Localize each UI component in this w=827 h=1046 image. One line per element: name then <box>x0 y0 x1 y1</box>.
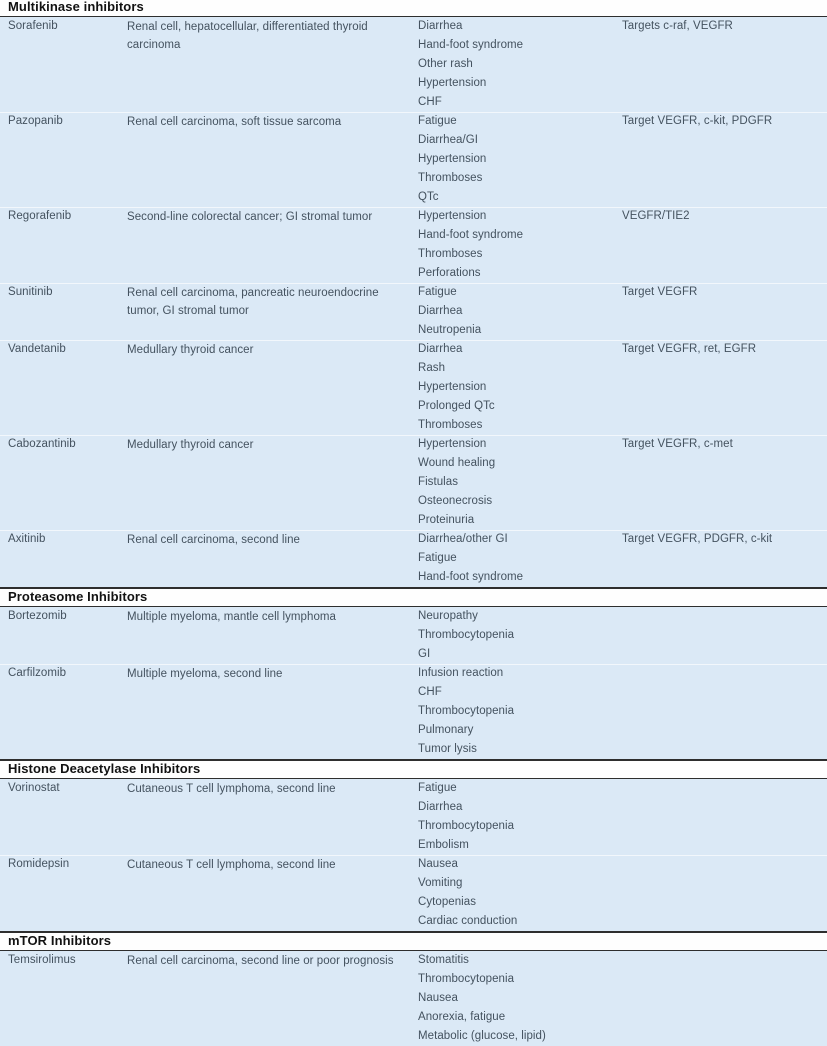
target-text: Target VEGFR <box>622 286 698 298</box>
table-section <box>0 587 827 759</box>
target-text <box>622 855 827 931</box>
drug-name: Regorafenib <box>8 210 72 222</box>
toxicity-line: Infusion reaction <box>418 667 504 679</box>
toxicity-line: Hand-foot syndrome <box>418 229 524 241</box>
drug-name: Sunitinib <box>8 286 53 298</box>
toxicity-line: Neutropenia <box>418 324 482 336</box>
table-row <box>0 530 827 587</box>
toxicity-line: Cardiac conduction <box>418 915 518 927</box>
toxicity-line: Anorexia, fatigue <box>418 1011 506 1023</box>
toxicity-list <box>418 664 622 759</box>
toxicity-line: Perforations <box>418 267 481 279</box>
drug-name: Carfilzomib <box>8 667 67 679</box>
toxicity-line: Fatigue <box>418 782 457 794</box>
target-text <box>622 779 827 855</box>
section-header <box>0 931 827 951</box>
toxicity-line: QTc <box>418 191 439 203</box>
indication-text: Medullary thyroid cancer <box>127 344 254 356</box>
toxicity-line: Rash <box>418 362 446 374</box>
target-text: Target VEGFR, PDGFR, c-kit <box>622 533 773 545</box>
table-row <box>0 207 827 283</box>
toxicity-list <box>418 435 622 530</box>
toxicity-line: GI <box>418 648 431 660</box>
toxicity-line: Prolonged QTc <box>418 400 495 412</box>
toxicity-line: Cytopenias <box>418 896 477 908</box>
toxicity-line: Hand-foot syndrome <box>418 39 524 51</box>
indication-text: Renal cell, hepatocellular, differentiated thyroid carcinoma <box>127 21 368 51</box>
toxicity-line: Thromboses <box>418 172 483 184</box>
table-row <box>0 664 827 759</box>
toxicity-list <box>418 207 622 283</box>
indication-text: Renal cell carcinoma, soft tissue sarcoma <box>127 116 342 128</box>
indication-text: Multiple myeloma, mantle cell lymphoma <box>127 611 336 623</box>
toxicity-line: Hypertension <box>418 77 487 89</box>
table-row <box>0 112 827 207</box>
toxicity-line: Diarrhea <box>418 343 463 355</box>
toxicity-line: Hand-foot syndrome <box>418 571 524 583</box>
toxicity-line: Other rash <box>418 58 473 70</box>
section-header <box>0 759 827 779</box>
table-section <box>0 931 827 1046</box>
target-text: Targets c-raf, VEGFR <box>622 20 733 32</box>
indication-text: Cutaneous T cell lymphoma, second line <box>127 783 336 795</box>
table-row <box>0 17 827 112</box>
toxicity-line: Pulmonary <box>418 724 474 736</box>
table-row <box>0 855 827 931</box>
toxicity-line: Diarrhea/GI <box>418 134 478 146</box>
toxicity-line: Diarrhea/other GI <box>418 533 508 545</box>
toxicity-list <box>418 283 622 340</box>
toxicity-line: Thrombocytopenia <box>418 629 515 641</box>
table-row <box>0 607 827 664</box>
toxicity-line: Nausea <box>418 992 458 1004</box>
drug-name: Vandetanib <box>8 343 66 355</box>
section-rows <box>0 607 827 759</box>
toxicity-line: Thrombocytopenia <box>418 705 515 717</box>
toxicity-list <box>418 779 622 855</box>
drug-name: Vorinostat <box>8 782 60 794</box>
target-text <box>622 607 827 664</box>
toxicity-line: Fatigue <box>418 286 457 298</box>
toxicity-line: Hypertension <box>418 438 487 450</box>
toxicity-line: Neuropathy <box>418 610 478 622</box>
toxicity-list <box>418 340 622 435</box>
toxicity-line: CHF <box>418 686 442 698</box>
toxicity-line: Wound healing <box>418 457 496 469</box>
toxicity-line: Hypertension <box>418 153 487 165</box>
target-text: Target VEGFR, c-met <box>622 438 733 450</box>
toxicity-line: Vomiting <box>418 877 463 889</box>
toxicity-line: Fatigue <box>418 552 457 564</box>
toxicity-list <box>418 855 622 931</box>
target-text: Target VEGFR, ret, EGFR <box>622 343 757 355</box>
target-text: VEGFR/TIE2 <box>622 210 690 222</box>
target-text: Target VEGFR, c-kit, PDGFR <box>622 115 773 127</box>
section-title: mTOR Inhibitors <box>8 933 112 948</box>
toxicity-list <box>418 951 622 1046</box>
toxicity-line: Osteonecrosis <box>418 495 493 507</box>
section-rows <box>0 951 827 1046</box>
indication-text: Second-line colorectal cancer; GI stromal tumor <box>127 211 373 223</box>
indication-text: Renal cell carcinoma, second line or poor prognosis <box>127 955 394 967</box>
toxicity-line: Diarrhea <box>418 305 463 317</box>
table-row <box>0 283 827 340</box>
section-title: Histone Deacetylase Inhibitors <box>8 761 201 776</box>
toxicity-line: Diarrhea <box>418 801 463 813</box>
table-section <box>0 759 827 931</box>
toxicity-list <box>418 112 622 207</box>
table-row <box>0 435 827 530</box>
toxicity-line: Thrombocytopenia <box>418 973 515 985</box>
toxicity-line: Stomatitis <box>418 954 469 966</box>
toxicity-line: Fistulas <box>418 476 459 488</box>
toxicity-list <box>418 607 622 664</box>
toxicity-line: Metabolic (glucose, lipid) <box>418 1030 546 1042</box>
toxicity-line: Tumor lysis <box>418 743 477 755</box>
drug-name: Cabozantinib <box>8 438 76 450</box>
drug-name: Axitinib <box>8 533 46 545</box>
section-rows <box>0 17 827 587</box>
toxicity-line: Hypertension <box>418 381 487 393</box>
drug-name: Temsirolimus <box>8 954 76 966</box>
target-text <box>622 664 827 759</box>
toxicity-line: Thromboses <box>418 419 483 431</box>
indication-text: Medullary thyroid cancer <box>127 439 254 451</box>
table-row <box>0 340 827 435</box>
drug-name: Pazopanib <box>8 115 63 127</box>
section-rows <box>0 779 827 931</box>
section-title: Multikinase inhibitors <box>8 0 144 14</box>
section-header <box>0 587 827 607</box>
toxicity-line: Nausea <box>418 858 458 870</box>
indication-text: Renal cell carcinoma, pancreatic neuroendocrine tumor, GI stromal tumor <box>127 287 379 317</box>
target-text <box>622 951 827 1046</box>
drug-name: Bortezomib <box>8 610 67 622</box>
section-title: Proteasome Inhibitors <box>8 589 148 604</box>
section-header <box>0 0 827 17</box>
toxicity-line: Proteinuria <box>418 514 475 526</box>
table-row <box>0 779 827 855</box>
toxicity-line: Thrombocytopenia <box>418 820 515 832</box>
indication-text: Renal cell carcinoma, second line <box>127 534 300 546</box>
table-row <box>0 951 827 1046</box>
toxicity-line: CHF <box>418 96 442 108</box>
toxicity-line: Fatigue <box>418 115 457 127</box>
indication-text: Cutaneous T cell lymphoma, second line <box>127 859 336 871</box>
toxicity-list <box>418 530 622 587</box>
toxicity-list <box>418 17 622 112</box>
toxicity-line: Hypertension <box>418 210 487 222</box>
toxicity-line: Embolism <box>418 839 469 851</box>
toxicity-line: Diarrhea <box>418 20 463 32</box>
toxicity-line: Thromboses <box>418 248 483 260</box>
drug-name: Romidepsin <box>8 858 70 870</box>
indication-text: Multiple myeloma, second line <box>127 668 283 680</box>
drug-name: Sorafenib <box>8 20 58 32</box>
